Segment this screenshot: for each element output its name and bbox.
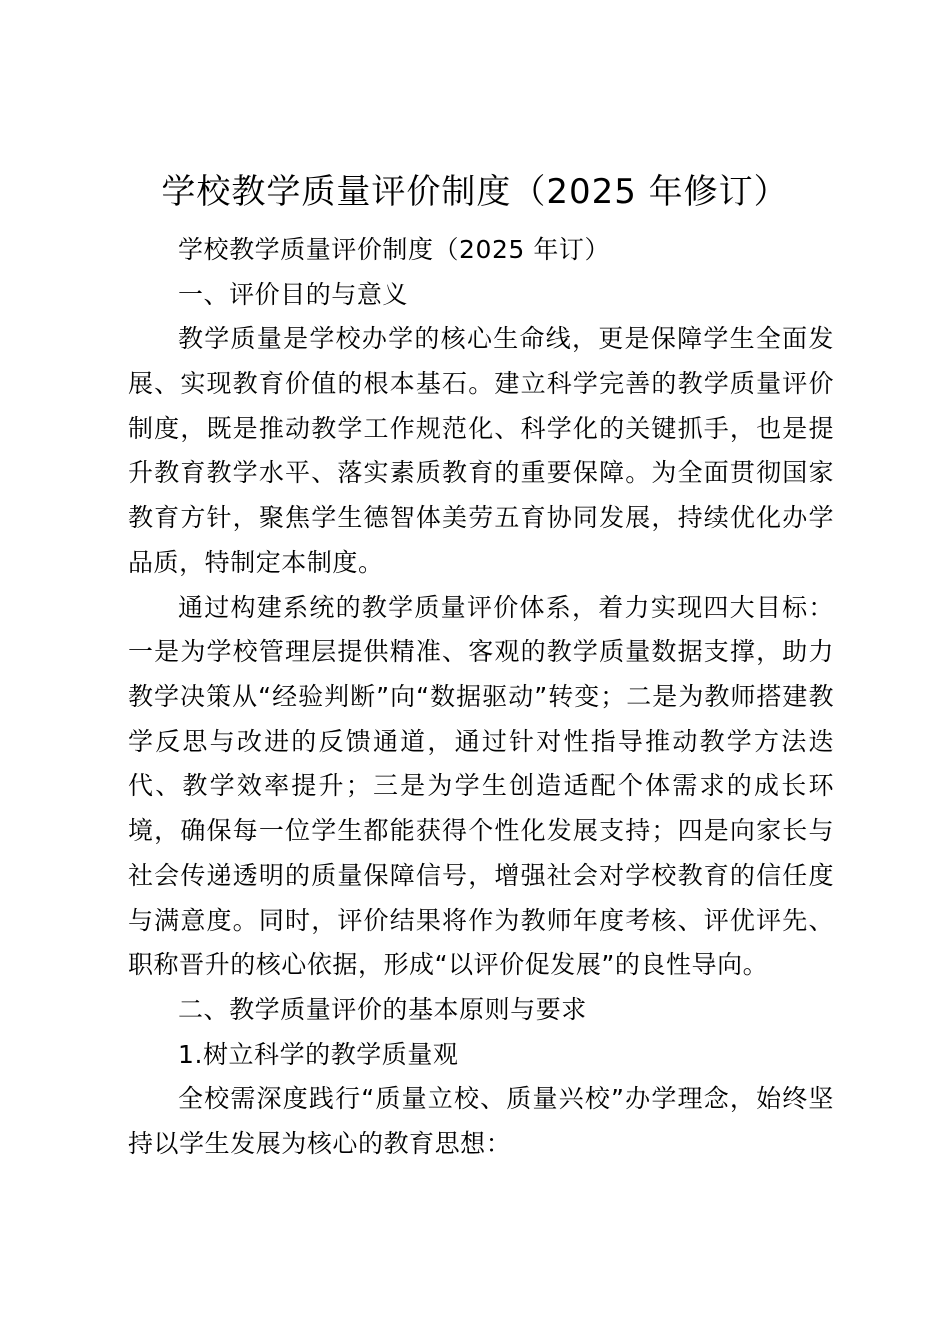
paragraph-1: 教学质量是学校办学的核心生命线，更是保障学生全面发展、实现教育价值的根本基石。建立科学完善的教学质量评价制度，既是推动教学工作规范化、科学化的关键抓手，也是提升教育教学水平、落实素质教育的重要保障。为全面贯彻国家教育方针，聚焦学生德智体美劳五育协同发展，持续优化办学品质，特制定本制度。: [128, 324, 834, 577]
section-heading-1: 一、评价目的与意义: [178, 279, 408, 309]
document-body: [128, 228, 834, 1167]
document-subtitle: 学校教学质量评价制度（2025 年订）: [178, 235, 611, 264]
subsection-heading-1: 1.树立科学的教学质量观: [178, 1039, 459, 1069]
document-title: 学校教学质量评价制度（2025 年修订）: [161, 172, 789, 212]
paragraph-2: 通过构建系统的教学质量评价体系，着力实现四大目标：一是为学校管理层提供精准、客观的教学质量数据支撑，助力教学决策从“经验判断”向“数据驱动”转变；二是为教师搭建教学反思与改进的反馈通道，通过针对性指导推动教学方法迭代、教学效率提升；三是为学生创造适配个体需求的成长环境，确保每一位学生都能获得个性化发展支持；四是向家长与社会传递透明的质量保障信号，增强社会对学校教育的信任度与满意度。同时，评价结果将作为教师年度考核、评优评先、职称晋升的核心依据，形成“以评价促发展”的良性导向。: [128, 592, 834, 980]
paragraph-3: 全校需深度践行“质量立校、质量兴校”办学理念，始终坚持以学生发展为核心的教育思想：: [128, 1084, 834, 1158]
section-heading-2: 二、教学质量评价的基本原则与要求: [178, 994, 587, 1024]
